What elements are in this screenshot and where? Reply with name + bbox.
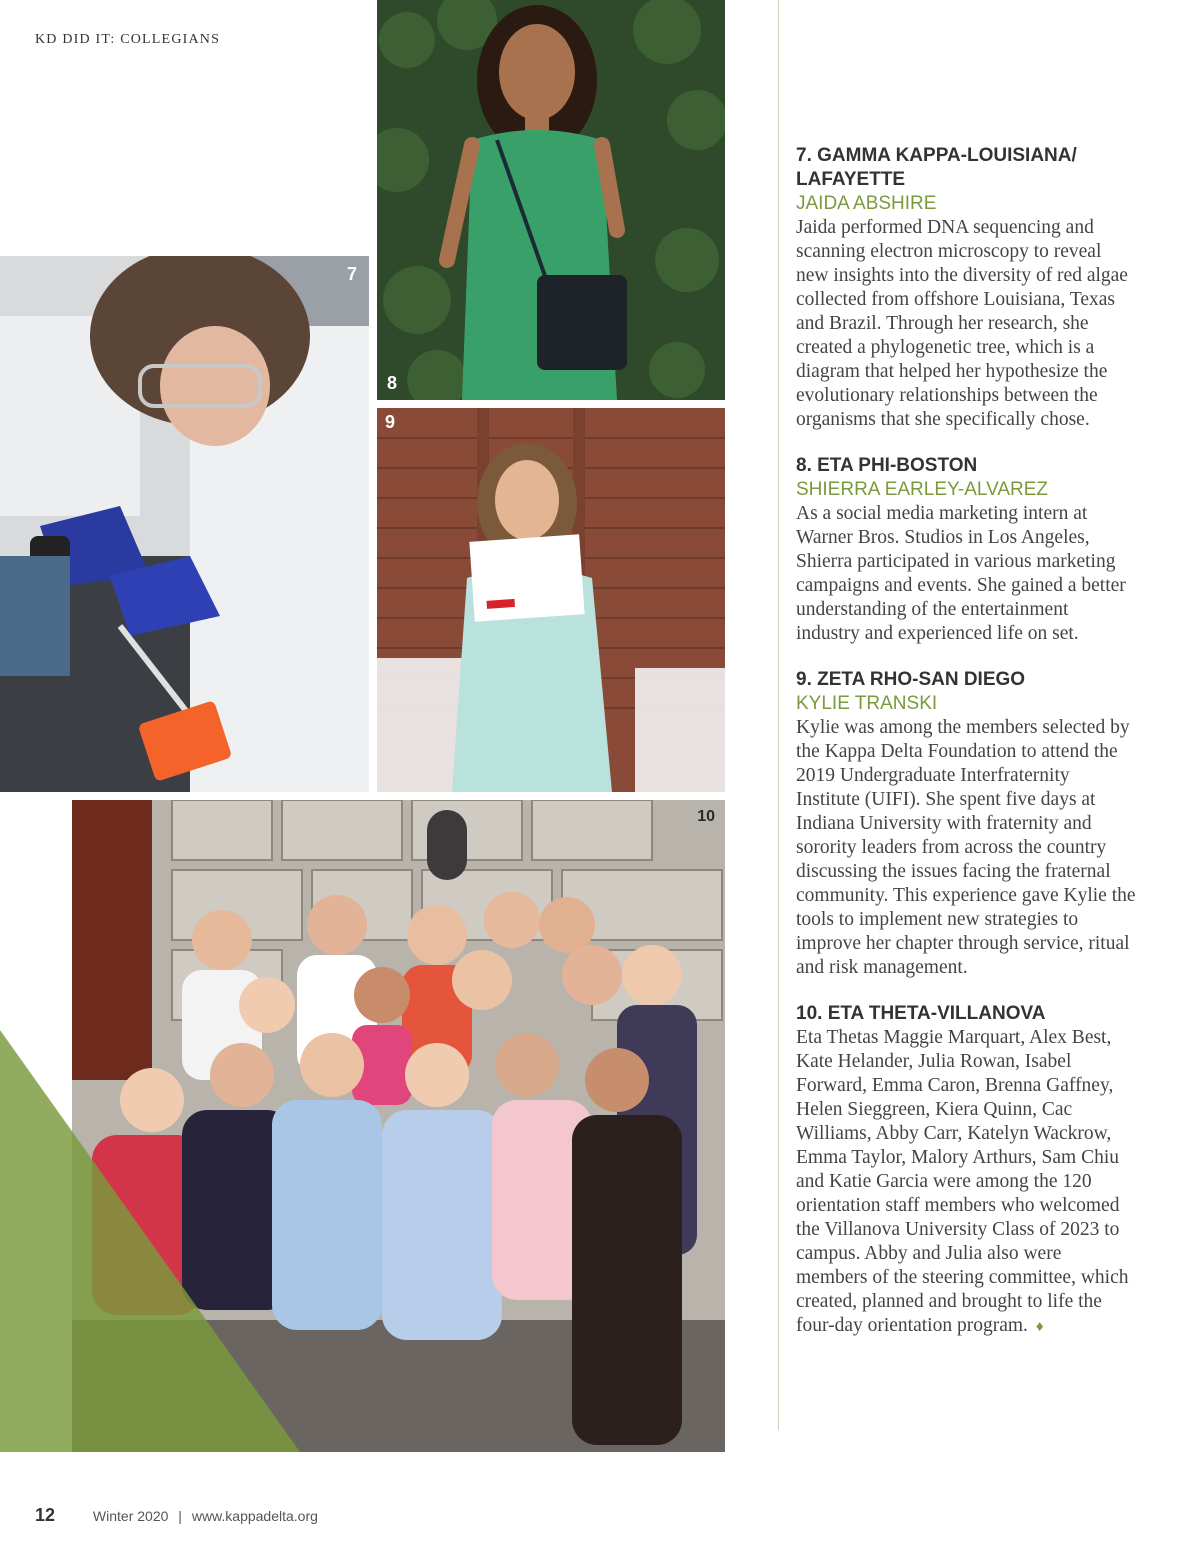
website-link[interactable]: www.kappadelta.org bbox=[191, 1508, 318, 1524]
entry-body: Jaida performed DNA sequencing and scanning electron microscopy to reveal new insights into the diversity of red algae collected from offshore Louisiana, Texas and Brazil. Through her research, she created a phylogenetic tree, which is a diagram that helped her hypothesize the evolutionary relationships between the organisms that she specifically chose. bbox=[796, 217, 1128, 430]
photo-lab-research bbox=[0, 256, 369, 792]
entry-member-name: KYLIE TRANSKI bbox=[796, 693, 938, 714]
photo-portrait-green-dress bbox=[377, 0, 725, 400]
article-column bbox=[796, 144, 1136, 1361]
entry-body-wrap bbox=[796, 1026, 1136, 1339]
page-number: 12 bbox=[35, 1505, 56, 1525]
green-triangle-decoration bbox=[0, 1030, 300, 1452]
footer-separator: | bbox=[178, 1508, 182, 1524]
photo-number-10: 10 bbox=[697, 808, 715, 825]
entry-10 bbox=[796, 1002, 1136, 1339]
entry-7 bbox=[796, 144, 1136, 432]
entry-member-name: SHIERRA EARLEY-ALVAREZ bbox=[796, 479, 1049, 500]
certificate-photo-illustration bbox=[377, 408, 725, 792]
entry-body: As a social media marketing intern at Warner Bros. Studios in Los Angeles, Shierra participated in various marketing campaigns and events. She gained a better understanding of the entertainment industry and experienced life on set. bbox=[796, 503, 1126, 644]
entry-heading: 8. ETA PHI-BOSTON bbox=[796, 455, 978, 476]
lab-photo-illustration bbox=[0, 256, 369, 792]
entry-body: Eta Thetas Maggie Marquart, Alex Best, Kate Helander, Julia Rowan, Isabel Forward, Emma Caron, Brenna Gaffney, Helen Sieggreen, Kiera Quinn, Cac Williams, Abby Carr, Katelyn Wackrow, Emma Taylor, Malory Arthurs, Sam Chiu and Katie Garcia were among the 120 orientation staff members who welcomed the Villanova University Class of 2023 to campus. Abby and Julia also were members of the steering committee, which created, planned and brought to life the four-day orientation program. bbox=[796, 1027, 1129, 1336]
entry-heading: 9. ZETA RHO-SAN DIEGO bbox=[796, 669, 1026, 690]
section-kicker: KD DID IT: COLLEGIANS bbox=[35, 32, 221, 47]
issue-label: Winter 2020 bbox=[92, 1508, 169, 1524]
entry-heading: 7. GAMMA KAPPA-LOUISIANA/ LAFAYETTE bbox=[796, 145, 1077, 190]
portrait-photo-illustration bbox=[377, 0, 725, 400]
column-divider bbox=[778, 0, 779, 1430]
entry-member-name: JAIDA ABSHIRE bbox=[796, 193, 937, 214]
end-mark-diamond-icon: ♦ bbox=[1035, 1319, 1044, 1335]
photo-portrait-certificate bbox=[377, 408, 725, 792]
page-footer bbox=[35, 1505, 318, 1526]
entry-9 bbox=[796, 668, 1136, 980]
entry-heading: 10. ETA THETA-VILLANOVA bbox=[796, 1003, 1046, 1024]
entry-body: Kylie was among the members selected by the Kappa Delta Foundation to attend the 2019 Undergraduate Interfraternity Institute (UIFI). She spent five days at Indiana University with fraternity and sorority leaders from across the country discussing the issues facing the fraternal community. This experience gave Kylie the tools to implement new strategies to improve her chapter through service, ritual and risk management. bbox=[796, 717, 1136, 978]
photo-number-9: 9 bbox=[385, 412, 396, 432]
photo-number-8: 8 bbox=[387, 373, 398, 393]
entry-8 bbox=[796, 454, 1136, 646]
photo-number-7: 7 bbox=[346, 264, 357, 284]
